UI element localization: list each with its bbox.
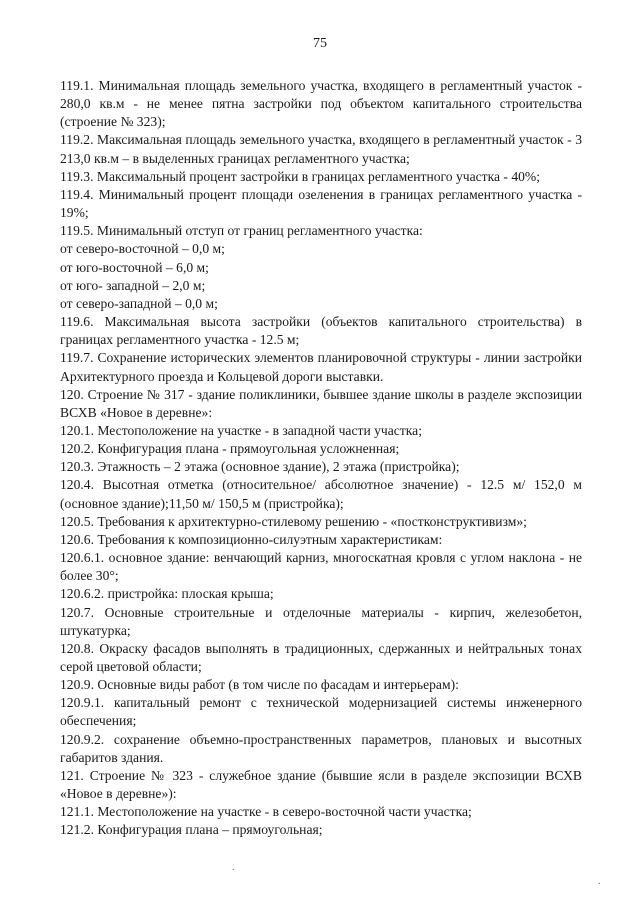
paragraph-121-2: 121.2. Конфигурация плана – прямоугольная; [60, 822, 323, 838]
paragraph-119-1: 119.1. Минимальная площадь земельного участка, входящего в регламентный участок - 280,0 кв.м - не менее пятна застройки под объектом капитального строительства (строение № 323); [60, 78, 582, 130]
paragraph-119-7: 119.7. Сохранение исторических элементов планировочной структуры - линии застройки Архитектурного проезда и Кольцевой дороги выставки. [60, 350, 582, 384]
paragraph-120-5: 120.5. Требования к архитектурно-стилевому решению - «постконструктивизм»; [60, 513, 527, 529]
paragraph-119-4: 119.4. Минимальный процент площади озеленения в границах регламентного участка - 19%; [60, 186, 582, 221]
paragraph-120-9-1: 120.9.1. капитальный ремонт с технической модернизацией системы инженерного обеспечения; [60, 695, 582, 729]
paragraph-120-1: 120.1. Местоположение на участке - в западной части участка; [60, 422, 422, 438]
paragraph-121: 121. Строение № 323 - служебное здание (бывшие ясли в разделе экспозиции ВСХВ «Новое в деревне»): [60, 767, 582, 802]
page-number: 75 [313, 36, 327, 51]
paragraph-120: 120. Строение № 317 - здание поликлиники, бывшее здание школы в разделе экспозиции ВСХВ «Новое в деревне»: [60, 386, 582, 420]
paragraph-120-9: 120.9. Основные виды работ (в том числе по фасадам и интерьерам): [60, 677, 459, 693]
paragraph-119-2: 119.2. Максимальная площадь земельного участка, входящего в регламентный участок - 3 213,0 кв.м – в выделенных границах регламентного участка; [60, 132, 582, 166]
scan-mark-right: . [598, 876, 601, 887]
paragraph-120-8: 120.8. Окраску фасадов выполнять в традиционных, сдержанных и нейтральных тонах серой цветовой области; [60, 640, 582, 674]
paragraph-120-2: 120.2. Конфигурация плана - прямоугольная усложненная; [60, 441, 400, 457]
paragraph-121-1: 121.1. Местоположение на участке - в северо-восточной части участка; [60, 804, 472, 820]
setback-south-east: от юго-восточной – 6,0 м; [60, 259, 209, 275]
document-body [60, 77, 582, 840]
paragraph-120-4: 120.4. Высотная отметка (относительное/ абсолютное значение) - 12.5 м/ 152,0 м (основное здание);11,50 м/ 150,5 м (пристройка); [60, 477, 582, 511]
setback-north-west: от северо-западной – 0,0 м; [60, 295, 218, 311]
paragraph-119-3: 119.3. Максимальный процент застройки в границах регламентного участка - 40%; [60, 168, 541, 184]
setback-south-west: от юго- западной – 2,0 м; [60, 277, 206, 293]
scan-mark-left: . [232, 862, 235, 873]
paragraph-120-3: 120.3. Этажность – 2 этажа (основное здание), 2 этажа (пристройка); [60, 459, 460, 475]
setback-north-east: от северо-восточной – 0,0 м; [60, 241, 225, 257]
paragraph-120-6-1: 120.6.1. основное здание: венчающий карниз, многоскатная кровля с углом наклона - не более 30°; [60, 550, 582, 584]
paragraph-120-6-2: 120.6.2. пристройка: плоская крыша; [60, 586, 274, 602]
paragraph-120-7: 120.7. Основные строительные и отделочные материалы - кирпич, железобетон, штукатурка; [60, 604, 582, 638]
paragraph-120-9-2: 120.9.2. сохранение объемно-пространственных параметров, плановых и высотных габаритов здания. [60, 731, 582, 765]
paragraph-119-5: 119.5. Минимальный отступ от границ регламентного участка: [60, 223, 423, 239]
paragraph-119-6: 119.6. Максимальная высота застройки (объектов капитального строительства) в границах регламентного участка - 12.5 м; [60, 314, 582, 348]
paragraph-120-6: 120.6. Требования к композиционно-силуэтным характеристикам: [60, 531, 443, 547]
